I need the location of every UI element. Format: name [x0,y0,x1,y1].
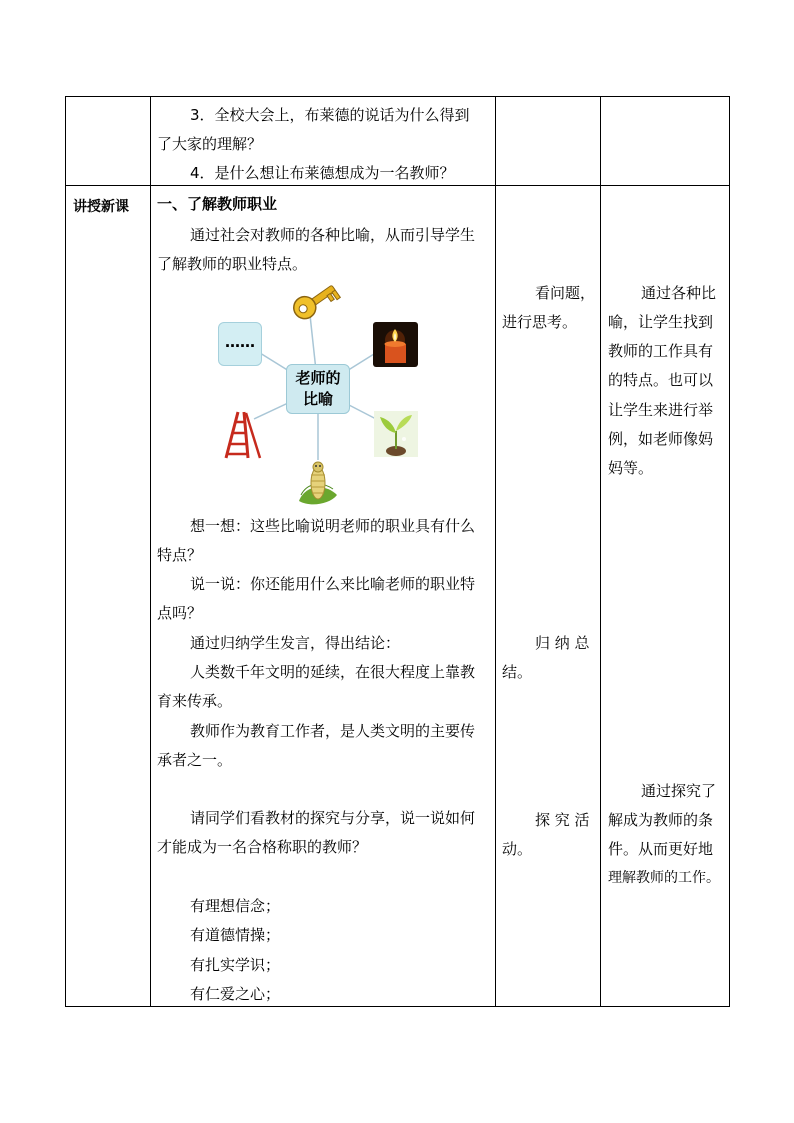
intro-line2: 了解教师的职业特点。 [157,255,308,273]
list-item: 有仁爱之心； [190,985,281,1003]
section-heading: 一、了解教师职业 [157,195,278,213]
diagram-center [286,364,350,414]
question-3-line1: 3．全校大会上，布莱德的说话为什么得到 [190,106,470,124]
activity-3-line2: 动。 [502,840,533,858]
intent-2-line: 件。从而更好地 [608,840,714,858]
candle-icon [373,322,418,367]
explore-line1: 请同学们看教材的探究与分享，说一说如何 [190,809,476,827]
conclusion-1-line2: 育来传承。 [157,692,233,710]
intent-1-line: 喻，让学生找到 [608,313,714,331]
key-icon [290,278,342,324]
activity-1-line2: 进行思考。 [502,313,578,331]
column-divider-1 [150,96,151,1007]
intent-2-line: 解成为教师的条 [608,811,714,829]
intro-line1: 通过社会对教师的各种比喻，从而引导学生 [190,226,476,244]
more-metaphors-box [218,322,262,366]
section-label: 讲授新课 [73,199,129,215]
say-question-line1: 说一说：你还能用什么来比喻老师的职业特 [190,575,476,593]
list-item: 有扎实学识； [190,956,281,974]
question-4: 4．是什么想让布莱德想成为一名教师？ [190,164,455,182]
conclusion-1-line1: 人类数千年文明的延续，在很大程度上靠教 [190,663,476,681]
table-border-left [65,96,66,1007]
conclusion-intro: 通过归纳学生发言，得出结论： [190,634,401,652]
intent-1-line: 让学生来进行举 [608,401,714,419]
activity-2-line1: 归 纳 总 [535,634,590,652]
activity-3-line1: 探 究 活 [535,811,590,829]
table-border-bottom [65,1006,730,1007]
question-3-line2: 了大家的理解？ [157,135,263,153]
column-divider-2 [495,96,496,1007]
intent-1-line: 妈等。 [608,459,654,477]
seedling-icon [374,411,418,457]
metaphor-diagram [150,275,490,510]
silkworm-icon [295,455,341,507]
center-line1: 老师的 [295,369,341,387]
intent-1-line: 通过各种比 [641,284,717,302]
explore-line2: 才能成为一名合格称职的教师？ [157,838,368,856]
intent-1-line: 教师的工作具有 [608,342,714,360]
activity-2-line2: 结。 [502,663,533,681]
list-item: 有理想信念； [190,897,281,915]
table-border-right [729,96,730,1007]
think-question-line1: 想一想：这些比喻说明老师的职业具有什么 [190,517,476,535]
say-question-line2: 点吗？ [157,604,203,622]
intent-2-line: 通过探究了 [641,782,717,800]
column-divider-3 [600,96,601,1007]
intent-1-line: 例，如老师像妈 [608,430,714,448]
conclusion-2-line1: 教师作为教育工作者，是人类文明的主要传 [190,722,476,740]
conclusion-2-line2: 承者之一。 [157,751,233,769]
list-item: 有道德情操； [190,926,281,944]
center-line2: 比喻 [302,390,333,408]
intent-1-line: 的特点。也可以 [608,371,714,389]
ladder-icon [220,410,264,460]
intent-2-line: 理解教师的工作。 [608,870,720,886]
think-question-line2: 特点？ [157,546,203,564]
table-border-top [65,96,730,97]
dots-text: …… [225,333,255,351]
activity-1-line1: 看问题， [535,284,596,302]
